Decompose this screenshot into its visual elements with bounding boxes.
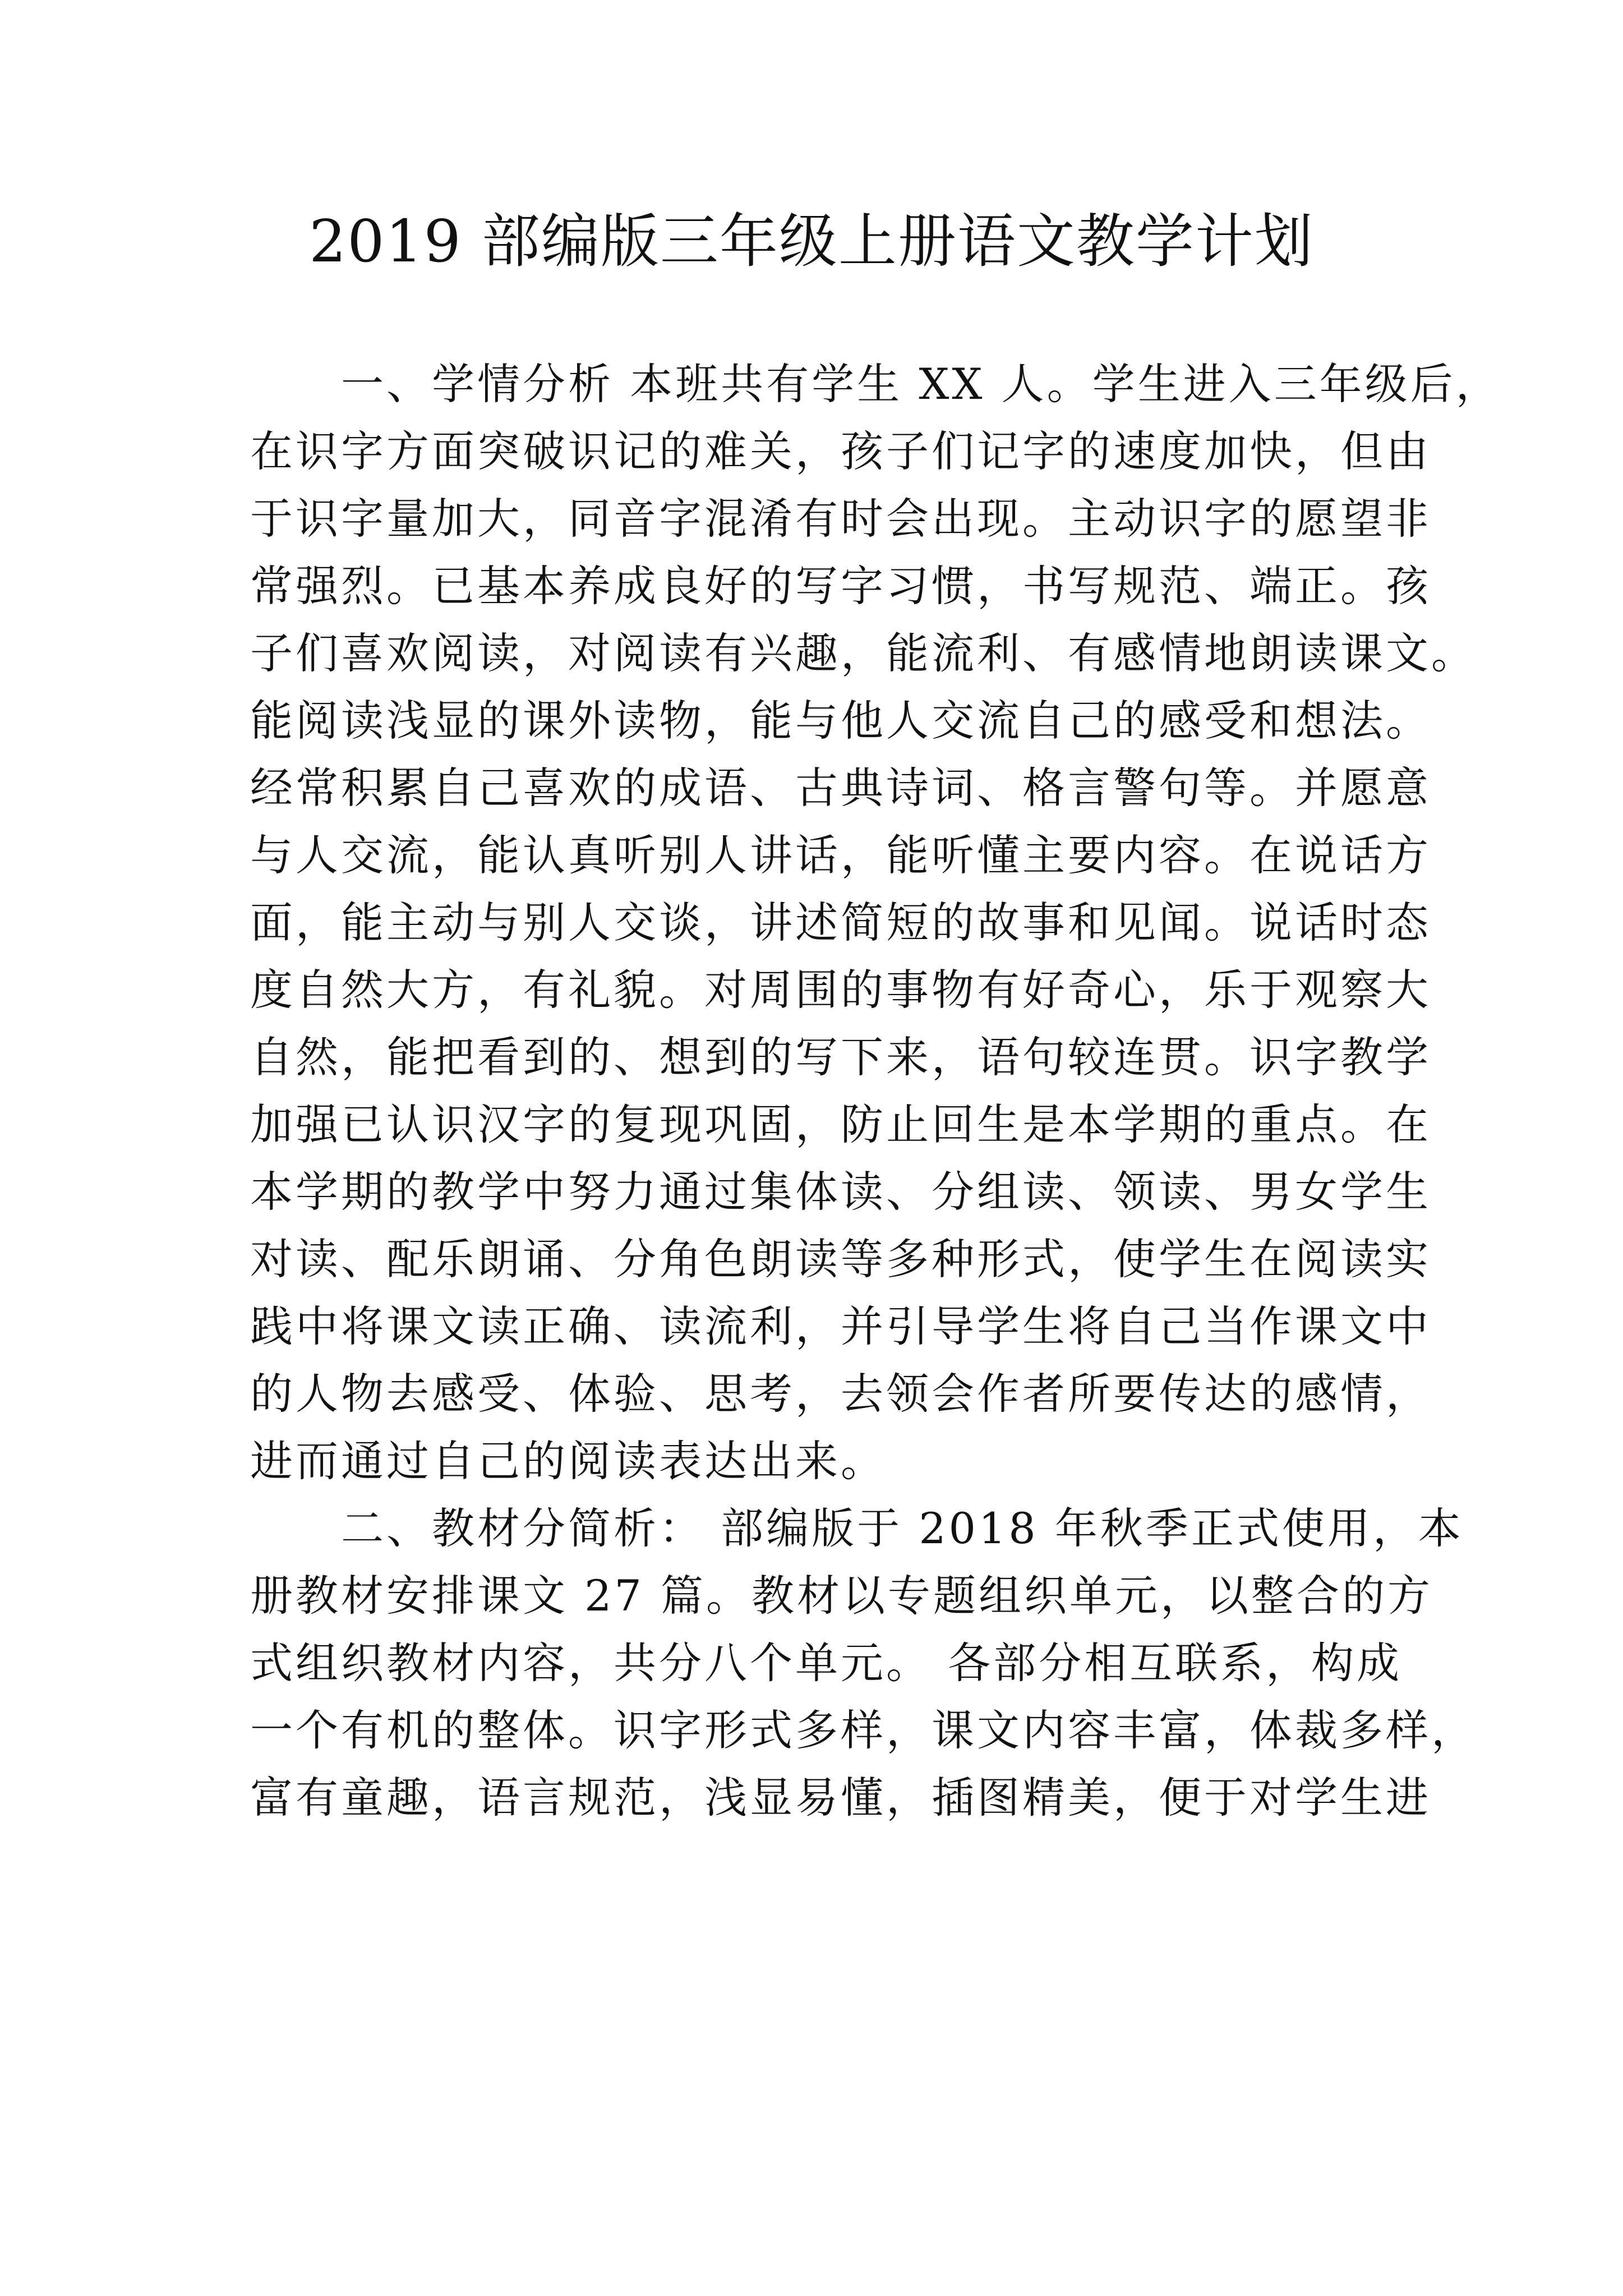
text-line: 的人物去感受、体验、思考，去领会作者所要传达的感情，	[250, 1369, 1431, 1419]
text-line: 度自然大方，有礼貌。对周围的事物有好奇心，乐于观察大	[250, 965, 1431, 1015]
text-line: 本学期的教学中努力通过集体读、分组读、领读、男女学生	[250, 1167, 1431, 1217]
text-line: 册教材安排课文 27 篇。教材以专题组织单元，以整合的方	[250, 1571, 1433, 1621]
text-line: 二、教材分简析： 部编版于 2018 年秋季正式使用，本	[250, 1503, 1464, 1553]
text-line: 于识字量加大，同音字混淆有时会出现。主动识字的愿望非	[250, 494, 1431, 544]
text-line: 在识字方面突破识记的难关，孩子们记字的速度加快，但由	[250, 426, 1431, 476]
text-line: 对读、配乐朗诵、分角色朗读等多种形式，使学生在阅读实	[250, 1234, 1431, 1284]
text-line: 进而通过自己的阅读表达出来。	[250, 1436, 886, 1486]
text-line: 子们喜欢阅读，对阅读有兴趣，能流利、有感情地朗读课文。	[250, 628, 1477, 678]
text-line: 一、学情分析 本班共有学生 XX 人。学生进入三年级后，	[250, 359, 1501, 409]
text-line: 富有童趣，语言规范，浅显易懂，插图精美，便于对学生进	[250, 1773, 1431, 1823]
text-line: 能阅读浅显的课外读物，能与他人交流自己的感受和想法。	[250, 696, 1431, 746]
text-line: 式组织教材内容，共分八个单元。 各部分相互联系，构成	[250, 1638, 1403, 1688]
text-line: 面，能主动与别人交谈，讲述简短的故事和见闻。说话时态	[250, 898, 1431, 947]
text-line: 践中将课文读正确、读流利，并引导学生将自己当作课文中	[250, 1301, 1431, 1351]
text-line: 一个有机的整体。识字形式多样，课文内容丰富，体裁多样，	[250, 1705, 1477, 1755]
text-line: 加强已认识汉字的复现巩固，防止回生是本学期的重点。在	[250, 1099, 1431, 1149]
text-line: 与人交流，能认真听别人讲话，能听懂主要内容。在说话方	[250, 830, 1431, 880]
document-title: 2019 部编版三年级上册语文教学计划	[309, 207, 1314, 275]
text-line: 常强烈。已基本养成良好的写字习惯，书写规范、端正。孩	[250, 561, 1431, 611]
text-line: 经常积累自己喜欢的成语、古典诗词、格言警句等。并愿意	[250, 763, 1431, 813]
text-line: 自然，能把看到的、想到的写下来，语句较连贯。识字教学	[250, 1032, 1431, 1082]
